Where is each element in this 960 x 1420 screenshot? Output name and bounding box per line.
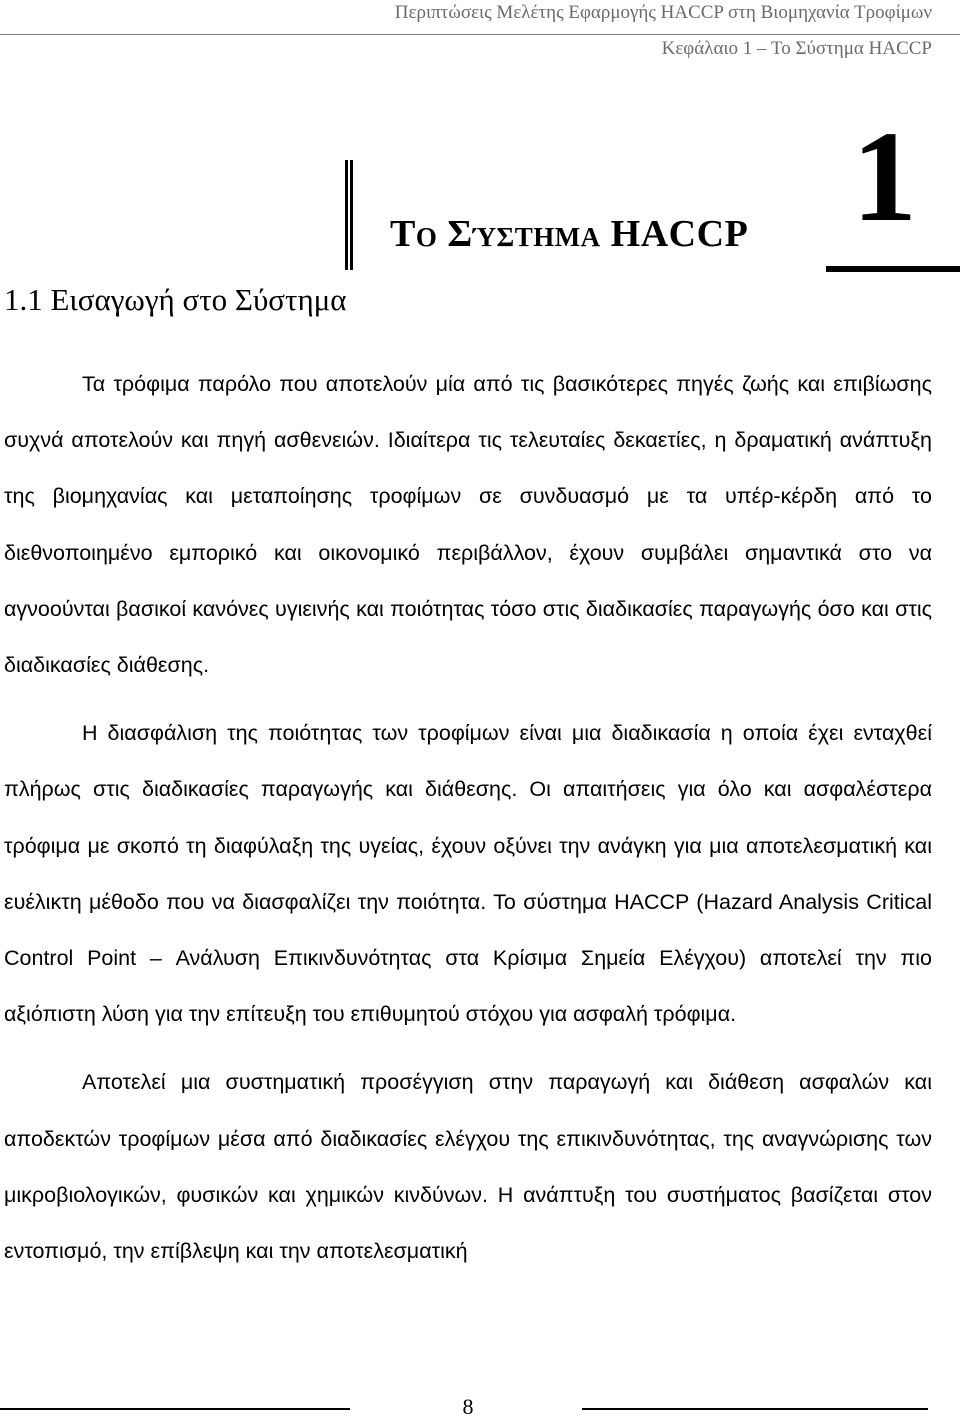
page-number: 8	[462, 1394, 474, 1419]
paragraph-2: Η διασφάλιση της ποιότητας των τροφίμων είναι μια διαδικασία η οποία έχει ενταχθεί πλήρως στις διαδικασίες παραγωγής και διάθεσης. Οι απαιτήσεις για όλο και ασφαλέστερα τρόφιμα με σκοπό τη διαφύλαξη της υγείας, έχουν οξύνει την ανάγκη για μια αποτελεσματική και ευέλικτη μέθοδο που να διασφαλίζει την ποιότητα. Το σύστημα HACCP (Hazard Analysis Critical Control Point – Ανάλυση Επικινδυνότητας στα Κρίσιμα Σημεία Ελέγχου) αποτελεί την πιο αξιόπιστη λύση για την επίτευξη του επιθυμητού στόχου για ασφαλή τρόφιμα.	[4, 721, 932, 1027]
paragraph-3: Αποτελεί μια συστηματική προσέγγιση στην παραγωγή και διάθεση ασφαλών και αποδεκτών τροφίμων μέσα από διαδικασίες ελέγχου της επικινδυνότητας, της αναγνώρισης των μικροβιολογικών, φυσικών και χημικών κινδύνων. Η ανάπτυξη του συστήματος βασίζεται στον εντοπισμό, την επίβλεψη και την αποτελεσματική	[4, 1070, 932, 1264]
chapter-number: 1	[852, 105, 917, 249]
paragraph-1: Τα τρόφιμα παρόλο που αποτελούν μία από τις βασικότερες πηγές ζωής και επιβίωσης συχνά αποτελούν και πηγή ασθενειών. Ιδιαίτερα τις τελευταίες δεκαετίες, η δραματική ανάπτυξη της βιομηχανίας και μεταποίησης τροφίμων σε συνδυασμό με τα υπέρ-κέρδη από το διεθνοποιημένο εμπορικό και οικονομικό περιβάλλον, έχουν συμβάλει σημαντικά στο να αγνοούνται βασικοί κανόνες υγιεινής και ποιότητας τόσο στις διαδικασίες παραγωγής όσο και στις διαδικασίες διάθεσης.	[4, 372, 932, 678]
running-header-chapter: Κεφάλαιο 1 – Το Σύστημα HACCP	[661, 38, 932, 59]
footer-rule-right	[582, 1408, 928, 1410]
chapter-title-bar	[345, 160, 353, 270]
header-divider	[0, 34, 960, 35]
chapter-title: Το Σύστημα HACCP	[390, 213, 749, 255]
footer-rule-left	[0, 1408, 350, 1410]
running-header-title: Περιπτώσεις Μελέτης Εφαρμογής HACCP στη Βιομηχανία Τροφίμων	[394, 2, 932, 23]
chapter-number-rule	[826, 266, 960, 272]
section-heading: 1.1 Εισαγωγή στο Σύστημα	[4, 282, 347, 317]
body-text	[4, 356, 932, 1279]
